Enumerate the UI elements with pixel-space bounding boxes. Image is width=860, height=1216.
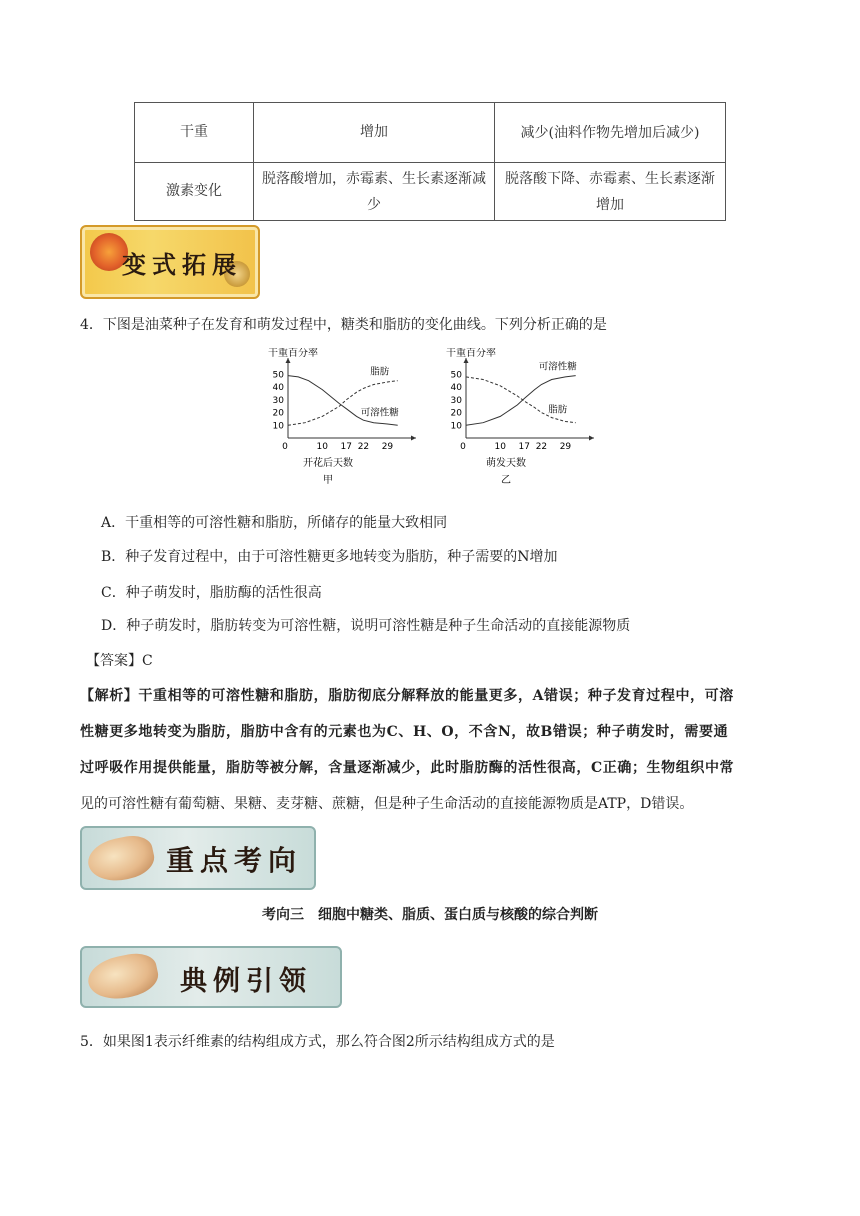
y-axis-label: 干重百分率 [268,348,318,359]
explanation-line: 性糖更多地转变为脂肪，脂肪中含有的元素也为C、H、O，不含N，故B错误；种子萌发时，需要通 [80,724,729,740]
series-line [288,381,398,426]
series-label: 可溶性糖 [360,407,399,419]
y-tick-label: 30 [450,395,462,406]
question-5-stem: 5．如果图1表示纤维素的结构组成方式，那么符合图2所示结构组成方式的是 [80,1034,555,1050]
y-tick-label: 50 [450,370,462,381]
section-title: 考向三 细胞中糖类、脂质、蛋白质与核酸的综合判断 [262,907,598,923]
x-tick-label: 22 [535,442,548,452]
answer: 【答案】C [86,653,153,669]
y-tick-label: 10 [450,421,462,432]
table-cell: 干重 [135,103,254,163]
y-tick-label: 20 [450,408,462,419]
x-axis-label: 开花后天数 [303,458,353,469]
series-label: 脂肪 [370,366,390,378]
option-d: D．种子萌发时，脂肪转变为可溶性糖，说明可溶性糖是种子生命活动的直接能源物质 [101,618,631,634]
option-c: C．种子萌发时，脂肪酶的活性很高 [101,585,322,601]
chart-caption: 乙 [501,475,511,486]
typical-example-banner-title: 典例引领 [180,966,312,997]
x-tick-label: 10 [494,442,507,452]
comparison-table [134,102,726,221]
explanation [80,678,800,822]
explanation-line: 【解析】干重相等的可溶性糖和脂肪，脂肪彻底分解释放的能量更多，A错误；种子发育过程中，可溶 [80,688,734,704]
shell-icon [84,949,161,1005]
key-direction-banner [80,826,316,890]
table-row [135,163,726,221]
x-tick-label: 10 [316,442,329,452]
variant-banner-title: 变式拓展 [122,251,242,279]
table-cell: 脱落酸下降、赤霉素、生长素逐渐增加 [495,163,726,221]
series-line [466,376,576,426]
x-tick-label: 22 [357,442,370,452]
x-tick-label: 0 [460,442,466,452]
key-direction-banner-title: 重点考向 [166,844,303,877]
option-a: A．干重相等的可溶性糖和脂肪，所储存的能量大致相同 [101,515,448,531]
shell-icon [84,832,157,887]
chart-jia [268,348,416,486]
y-tick-label: 10 [272,421,284,432]
x-tick-label: 29 [381,442,394,452]
option-b: B．种子发育过程中，由于可溶性糖更多地转变为脂肪，种子需要的N增加 [101,549,558,565]
series-label: 脂肪 [548,404,568,416]
variant-banner [80,225,260,299]
x-tick-label: 17 [340,442,353,452]
chart-caption: 甲 [323,475,333,486]
x-tick-label: 29 [559,442,572,452]
x-tick-label: 0 [282,442,288,452]
explanation-line: 过呼吸作用提供能量，脂肪等被分解，含量逐渐减少，此时脂肪酶的活性很高，C正确；生物组织中常 [80,760,735,776]
explanation-line: 见的可溶性糖有葡萄糖、果糖、麦芽糖、蔗糖，但是种子生命活动的直接能源物质是ATP，D错误。 [80,796,694,812]
x-axis-label: 萌发天数 [486,458,526,469]
typical-example-banner [80,946,342,1008]
x-axis-arrow [411,436,416,441]
y-axis-label: 干重百分率 [446,348,496,359]
x-tick-label: 17 [518,442,531,452]
y-tick-label: 40 [450,383,462,394]
table-cell: 激素变化 [135,163,254,221]
y-tick-label: 20 [272,408,284,419]
seed-charts [268,348,608,488]
series-line [466,377,576,423]
y-tick-label: 50 [272,370,284,381]
table-cell: 增加 [254,103,495,163]
x-axis-arrow [589,436,594,441]
table-row [135,103,726,163]
table-cell: 减少(油料作物先增加后减少) [495,103,726,163]
question-4-stem: 4．下图是油菜种子在发育和萌发过程中，糖类和脂肪的变化曲线。下列分析正确的是 [80,317,607,333]
y-tick-label: 40 [272,383,284,394]
y-tick-label: 30 [272,395,284,406]
series-label: 可溶性糖 [538,361,577,373]
table-cell: 脱落酸增加，赤霉素、生长素逐渐减少 [254,163,495,221]
chart-yi [446,348,594,486]
